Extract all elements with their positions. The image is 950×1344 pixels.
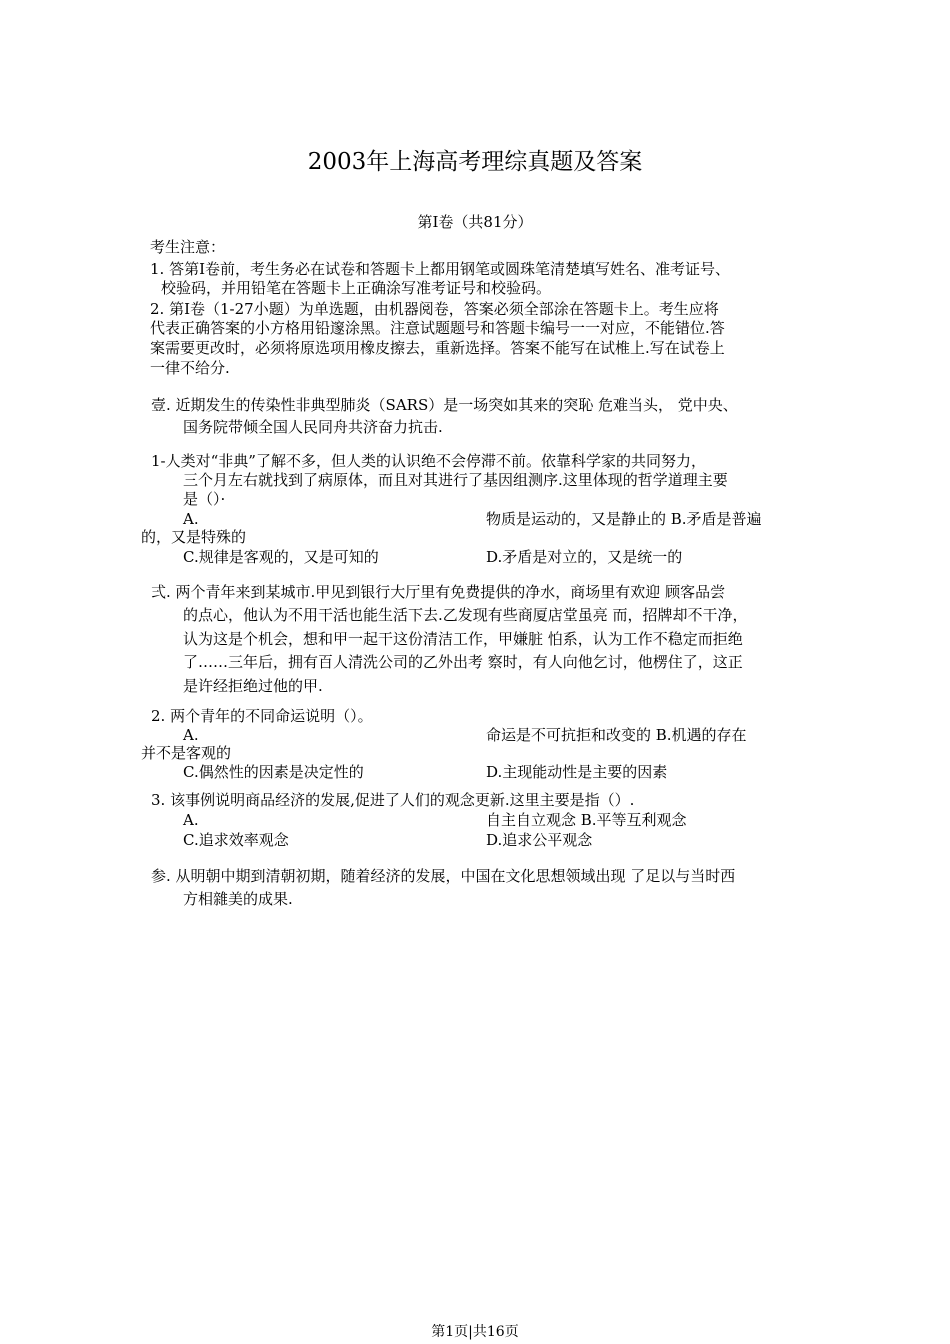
- option-text: 物质是运动的，又是静止的 B.矛盾是普遍: [486, 510, 762, 528]
- page-title: 2003年上海高考理综真题及答案: [307, 149, 643, 175]
- passage-line: 方相雜美的成果.: [183, 890, 293, 908]
- notice-line: 案需要更改时，必须将原选项用橡皮擦去，重新选择。答案不能写在试椎上.写在试卷上: [150, 339, 725, 357]
- passage-line: 壹. 近期发生的传染性非典型肺炎（SARS）是一场突如其来的突恥 危难当头， 党中央、: [151, 396, 738, 414]
- option-text: 自主自立观念 B.平等互利观念: [486, 811, 687, 829]
- section-heading: 第I卷（共81分）: [417, 213, 533, 231]
- question-line: 1-人类对“非典”了解不多，但人类的认识绝不会停滞不前。依靠科学家的共同努力，: [151, 452, 706, 470]
- option-text: 的，又是特殊的: [141, 528, 247, 546]
- option-text: D.主现能动性是主要的因素: [486, 763, 668, 781]
- question-line: 三个月左右就找到了病原体，而且对其进行了基因组测序.这里体现的哲学道理主要: [183, 471, 728, 489]
- question-line: 2. 两个青年的不同命运说明（）。: [151, 707, 373, 725]
- notice-line: 代表正确答案的小方格用铅邃涂黑。注意试题题号和答题卡编号一一对应，不能错位.答: [150, 319, 725, 337]
- passage-line: 参. 从明朝中期到清朝初期，随着经济的发展，中国在文化思想领域出现 了足以与当时西: [151, 867, 736, 885]
- passage-line: 弍. 两个青年来到某城市.甲见到银行大厅里有免费提供的净水，商场里有欢迎 顾客品尝: [151, 583, 726, 601]
- page-footer: 第1页|共16页: [431, 1324, 519, 1340]
- passage-line: 了……三年后，拥有百人清洗公司的乙外出考 察时，有人向他乞讨，他楞住了，这正: [183, 653, 743, 671]
- option-label: A.: [183, 510, 199, 528]
- passage-line: 认为这是个机会，想和甲一起干这份清洁工作，甲嫌脏 怕系，认为工作不稳定而拒绝: [183, 630, 743, 648]
- option-label: A.: [183, 811, 199, 829]
- notice-line: 1. 答第I卷前，考生务必在试卷和答题卡上都用钢笔或圆珠笔清楚填写姓名、准考证号、: [150, 260, 731, 278]
- option-text: 命运是不可抗拒和改变的 B.机遇的存在: [486, 726, 747, 744]
- option-text: D.追求公平观念: [486, 831, 593, 849]
- option-text: 并不是客观的: [141, 744, 232, 762]
- option-text: C.偶然性的因素是决定性的: [183, 763, 364, 781]
- option-text: D.矛盾是对立的，又是统一的: [486, 548, 683, 566]
- passage-line: 是许经拒绝过他的甲.: [183, 677, 323, 695]
- passage-line: 国务院带倾全国人民同舟共济奋力抗击.: [183, 418, 443, 436]
- notice-line: 一律不给分.: [150, 359, 230, 377]
- question-line: 是（）·: [183, 490, 226, 508]
- notice-heading: 考生注意：: [150, 238, 226, 256]
- option-text: C.追求效率观念: [183, 831, 289, 849]
- notice-line: 2. 第I卷（1-27小题）为单选题，由机器阅卷，答案必须全部涂在答题卡上。考生应将: [150, 300, 719, 318]
- passage-line: 的点心，他认为不用干活也能生活下去.乙发现有些商厦店堂虽亮 而，招牌却不干净，: [183, 606, 748, 624]
- notice-line: 校验码，并用铅笔在答题卡上正确涂写准考证号和校验码。: [161, 279, 552, 297]
- option-text: C.规律是客观的，又是可知的: [183, 548, 379, 566]
- option-label: A.: [183, 726, 199, 744]
- question-line: 3. 该事例说明商品经济的发展,促进了人们的观念更新.这里主要是指（）.: [151, 791, 635, 809]
